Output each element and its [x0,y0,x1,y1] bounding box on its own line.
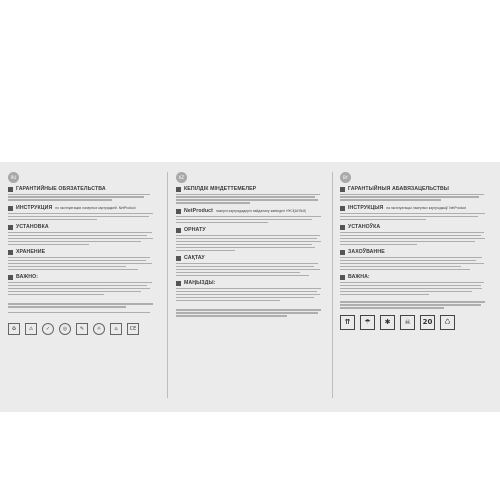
language-badge-kz: KZ [176,172,187,183]
language-badge-by: BY [340,172,351,183]
section-title: КЕПІЛДІК МІНДЕТТЕМЕЛЕР [184,186,257,192]
section-storage [340,249,488,270]
bullet-square-icon [8,187,13,192]
keep-dry-icon: ☂ [360,315,375,330]
section-title: УСТАНОВКА [16,224,49,231]
sun-icon: ☼ [93,323,105,335]
certification-icons [8,323,156,335]
section-important [8,274,156,295]
section-title: ОРНАТУ [184,227,206,234]
ce-mark-icon: CE [127,323,139,335]
bullet-square-icon [340,187,345,192]
recycle-loop-icon: ♺ [440,315,455,330]
section-title: ХРАНЕНИЕ [16,249,46,256]
section-subtitle: па эксплуатацыі лазерных картрыджаў. NetProduct [386,206,467,211]
section-title: ГАРАНТЫЙНЫЯ АБАВЯЗАЦЕЛЬСТВЫ [348,186,449,192]
section-title: ІНСТРУКЦЫЯ [348,205,384,212]
section-instructions [176,208,324,223]
bullet-square-icon [340,206,345,211]
column-ru [8,172,156,404]
section-title: ЗАХОЎВАННЕ [348,249,385,256]
bullet-square-icon [340,275,345,280]
bullet-square-icon [8,206,13,211]
section-installation [340,224,488,245]
section-installation [8,224,156,245]
hazard-icon: ☠ [400,315,415,330]
bullet-square-icon [340,250,345,255]
bullet-square-icon [176,256,181,261]
column-divider [332,172,333,398]
section-title: УСТАНОЎКА [348,224,381,231]
section-important [176,280,324,301]
recycle-icon: ♻ [8,323,20,335]
bullet-square-icon [8,225,13,230]
no-sunlight-icon: ✱ [380,315,395,330]
section-title: ГАРАНТИЙНЫЕ ОБЯЗАТЕЛЬСТВА [16,186,106,192]
section-title: NetProduct [184,208,213,215]
document-sheet [0,162,500,412]
bullet-square-icon [8,250,13,255]
house-icon: ⌂ [110,323,122,335]
section-storage [176,255,324,276]
section-instructions [340,205,488,220]
recycling-code-icon: 20 [420,315,435,330]
this-side-up-icon: ⇈ [340,315,355,330]
section-warranty [8,186,156,201]
section-subtitle: лазерлі картридждерін пайдалану жөніндегі НҰСҚАУЛЫҚ [215,209,306,214]
column-kz [176,172,324,404]
section-installation [176,227,324,251]
bullet-square-icon [176,281,181,286]
bullet-square-icon [176,209,181,214]
section-important [340,274,488,295]
check-icon: ✓ [42,323,54,335]
bullet-square-icon [340,225,345,230]
language-badge-ru: RU [8,172,19,183]
column-divider [167,172,168,398]
section-title: ИНСТРУКЦИЯ [16,205,53,212]
section-subtitle: по эксплуатации лазерных картриджей. NetProduct [55,206,136,211]
target-icon: ◎ [59,323,71,335]
bullet-square-icon [8,275,13,280]
section-title: ВАЖНО: [16,274,39,281]
column-by [340,172,488,404]
section-storage [8,249,156,270]
section-warranty [176,186,324,204]
section-title: МАҢЫЗДЫ: [184,280,216,287]
warning-icon: ⚠ [25,323,37,335]
section-instructions [8,205,156,220]
section-title: ВАЖНА: [348,274,370,281]
section-title: САҚТАУ [184,255,205,262]
section-warranty [340,186,488,201]
pencil-icon: ✎ [76,323,88,335]
handling-icons [340,315,488,330]
bullet-square-icon [176,187,181,192]
bullet-square-icon [176,228,181,233]
